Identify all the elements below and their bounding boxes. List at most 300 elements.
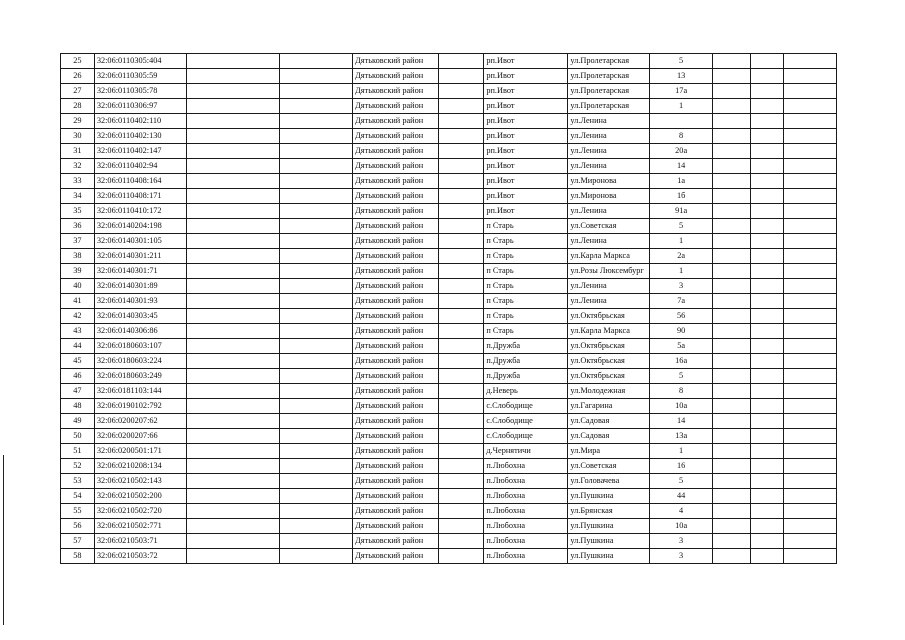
empty-cell [280,504,353,519]
empty-cell [783,414,836,429]
empty-cell [712,174,750,189]
row-number: 42 [61,309,95,324]
empty-cell [750,399,783,414]
district: Дятьковский район [353,384,439,399]
empty-cell [712,459,750,474]
empty-cell [187,354,280,369]
empty-cell [750,504,783,519]
empty-cell [439,489,484,504]
empty-cell [712,444,750,459]
settlement: п Старь [484,249,568,264]
empty-cell [750,339,783,354]
settlement: п Старь [484,294,568,309]
house-number: 4 [650,504,713,519]
cadastral-number: 32:06:0210208:134 [94,459,186,474]
street: ул.Октябрьская [568,369,650,384]
street: ул.Ленина [568,144,650,159]
empty-cell [439,414,484,429]
empty-cell [280,279,353,294]
district: Дятьковский район [353,294,439,309]
row-number: 46 [61,369,95,384]
street: ул.Советская [568,219,650,234]
empty-cell [712,519,750,534]
empty-cell [783,429,836,444]
street: ул.Пролетарская [568,99,650,114]
settlement: рп.Ивот [484,84,568,99]
empty-cell [439,189,484,204]
street: ул.Ленина [568,159,650,174]
empty-cell [439,129,484,144]
row-number: 49 [61,414,95,429]
empty-cell [439,384,484,399]
street: ул.Ленина [568,114,650,129]
empty-cell [439,69,484,84]
table-row [61,234,837,249]
empty-cell [187,339,280,354]
empty-cell [280,189,353,204]
empty-cell [280,54,353,69]
settlement: п.Любохна [484,489,568,504]
street: ул.Ленина [568,204,650,219]
district: Дятьковский район [353,414,439,429]
empty-cell [712,204,750,219]
empty-cell [750,159,783,174]
cadastral-number: 32:06:0190102:792 [94,399,186,414]
empty-cell [280,369,353,384]
cadastral-number: 32:06:0210502:200 [94,489,186,504]
empty-cell [712,114,750,129]
row-number: 25 [61,54,95,69]
empty-cell [439,144,484,159]
empty-cell [712,549,750,564]
row-number: 57 [61,534,95,549]
table-row [61,549,837,564]
empty-cell [783,54,836,69]
district: Дятьковский район [353,429,439,444]
settlement: с.Слободище [484,429,568,444]
table-row [61,429,837,444]
cadastral-number: 32:06:0110305:404 [94,54,186,69]
settlement: рп.Ивот [484,204,568,219]
row-number: 55 [61,504,95,519]
empty-cell [783,519,836,534]
settlement: п Старь [484,279,568,294]
empty-cell [712,99,750,114]
empty-cell [750,129,783,144]
house-number: 5 [650,54,713,69]
row-number: 41 [61,294,95,309]
row-number: 54 [61,489,95,504]
empty-cell [750,459,783,474]
table-row [61,294,837,309]
table-row [61,204,837,219]
empty-cell [750,69,783,84]
empty-cell [712,144,750,159]
empty-cell [750,384,783,399]
table-row [61,189,837,204]
table-row [61,54,837,69]
empty-cell [280,399,353,414]
empty-cell [783,279,836,294]
house-number: 1б [650,189,713,204]
settlement: рп.Ивот [484,54,568,69]
empty-cell [750,174,783,189]
settlement: рп.Ивот [484,129,568,144]
empty-cell [750,234,783,249]
empty-cell [712,399,750,414]
row-number: 40 [61,279,95,294]
empty-cell [187,144,280,159]
house-number: 44 [650,489,713,504]
empty-cell [187,219,280,234]
empty-cell [280,114,353,129]
house-number: 2а [650,249,713,264]
table-row [61,414,837,429]
house-number: 13а [650,429,713,444]
empty-cell [783,174,836,189]
row-number: 39 [61,264,95,279]
empty-cell [750,84,783,99]
house-number: 1 [650,234,713,249]
empty-cell [750,369,783,384]
house-number: 5 [650,369,713,384]
district: Дятьковский район [353,204,439,219]
empty-cell [750,114,783,129]
empty-cell [439,294,484,309]
district: Дятьковский район [353,519,439,534]
house-number [650,114,713,129]
street: ул.Пушкина [568,519,650,534]
empty-cell [439,504,484,519]
house-number: 8 [650,384,713,399]
empty-cell [783,129,836,144]
empty-cell [750,309,783,324]
empty-cell [280,129,353,144]
cadastral-number: 32:06:0140301:105 [94,234,186,249]
cadastral-number: 32:06:0110408:164 [94,174,186,189]
row-number: 51 [61,444,95,459]
cadastral-number: 32:06:0200207:66 [94,429,186,444]
empty-cell [783,489,836,504]
cadastral-number: 32:06:0210502:720 [94,504,186,519]
district: Дятьковский район [353,504,439,519]
empty-cell [783,384,836,399]
house-number: 5а [650,339,713,354]
house-number: 14 [650,414,713,429]
district: Дятьковский район [353,99,439,114]
house-number: 16 [650,459,713,474]
empty-cell [439,324,484,339]
row-number: 50 [61,429,95,444]
empty-cell [187,384,280,399]
settlement: п.Любохна [484,519,568,534]
cadastral-number: 32:06:0140303:45 [94,309,186,324]
empty-cell [187,234,280,249]
cadastral-number: 32:06:0110402:147 [94,144,186,159]
district: Дятьковский район [353,489,439,504]
empty-cell [187,309,280,324]
district: Дятьковский район [353,84,439,99]
empty-cell [280,489,353,504]
empty-cell [280,459,353,474]
table-row [61,489,837,504]
empty-cell [280,354,353,369]
street: ул.Миронова [568,189,650,204]
empty-cell [187,399,280,414]
street: ул.Пролетарская [568,54,650,69]
street: ул.Садовая [568,429,650,444]
empty-cell [187,549,280,564]
register-body [61,54,837,564]
table-row [61,129,837,144]
district: Дятьковский район [353,69,439,84]
street: ул.Советская [568,459,650,474]
street: ул.Пролетарская [568,84,650,99]
district: Дятьковский район [353,249,439,264]
empty-cell [783,99,836,114]
empty-cell [280,234,353,249]
empty-cell [712,219,750,234]
empty-cell [712,189,750,204]
cadastral-number: 32:06:0140301:211 [94,249,186,264]
empty-cell [712,294,750,309]
street: ул.Пролетарская [568,69,650,84]
empty-cell [280,204,353,219]
settlement: рп.Ивот [484,144,568,159]
street: ул.Ленина [568,279,650,294]
empty-cell [439,429,484,444]
empty-cell [712,429,750,444]
cadastral-number: 32:06:0181103:144 [94,384,186,399]
row-number: 29 [61,114,95,129]
empty-cell [712,474,750,489]
row-number: 30 [61,129,95,144]
settlement: п.Любохна [484,504,568,519]
settlement: п.Любохна [484,549,568,564]
empty-cell [750,489,783,504]
empty-cell [439,99,484,114]
table-row [61,339,837,354]
street: ул.Брянская [568,504,650,519]
row-number: 43 [61,324,95,339]
empty-cell [187,129,280,144]
house-number: 10а [650,399,713,414]
empty-cell [750,189,783,204]
cadastral-number: 32:06:0180603:249 [94,369,186,384]
empty-cell [712,504,750,519]
house-number: 5 [650,219,713,234]
empty-cell [750,99,783,114]
table-row [61,369,837,384]
settlement: рп.Ивот [484,114,568,129]
empty-cell [439,114,484,129]
page-edge-rule [3,455,4,625]
cadastral-number: 32:06:0110408:171 [94,189,186,204]
empty-cell [712,324,750,339]
house-number: 90 [650,324,713,339]
cadastral-number: 32:06:0200207:62 [94,414,186,429]
row-number: 37 [61,234,95,249]
table-row [61,459,837,474]
cadastral-number: 32:06:0110402:110 [94,114,186,129]
settlement: п Старь [484,219,568,234]
empty-cell [783,159,836,174]
empty-cell [783,249,836,264]
cadastral-number: 32:06:0140301:71 [94,264,186,279]
cadastral-number: 32:06:0110402:94 [94,159,186,174]
row-number: 52 [61,459,95,474]
empty-cell [439,459,484,474]
empty-cell [750,534,783,549]
table-row [61,99,837,114]
settlement: п Старь [484,234,568,249]
empty-cell [187,429,280,444]
table-row [61,114,837,129]
empty-cell [750,429,783,444]
empty-cell [280,384,353,399]
empty-cell [439,354,484,369]
settlement: п Старь [484,309,568,324]
street: ул.Розы Люксембург [568,264,650,279]
district: Дятьковский район [353,264,439,279]
house-number: 5 [650,474,713,489]
empty-cell [280,519,353,534]
district: Дятьковский район [353,234,439,249]
empty-cell [783,204,836,219]
empty-cell [783,339,836,354]
empty-cell [280,429,353,444]
district: Дятьковский район [353,309,439,324]
street: ул.Карла Маркса [568,249,650,264]
empty-cell [439,309,484,324]
empty-cell [750,294,783,309]
cadastral-number: 32:06:0140301:93 [94,294,186,309]
table-row [61,159,837,174]
street: ул.Октябрьская [568,339,650,354]
empty-cell [750,204,783,219]
empty-cell [187,249,280,264]
settlement: п.Дружба [484,369,568,384]
table-row [61,324,837,339]
settlement: рп.Ивот [484,69,568,84]
row-number: 47 [61,384,95,399]
row-number: 26 [61,69,95,84]
district: Дятьковский район [353,474,439,489]
settlement: с.Слободище [484,399,568,414]
empty-cell [750,519,783,534]
street: ул.Садовая [568,414,650,429]
settlement: п.Дружба [484,354,568,369]
empty-cell [187,519,280,534]
table-row [61,174,837,189]
district: Дятьковский район [353,279,439,294]
empty-cell [187,54,280,69]
empty-cell [712,69,750,84]
empty-cell [280,294,353,309]
empty-cell [750,474,783,489]
empty-cell [187,264,280,279]
empty-cell [439,399,484,414]
empty-cell [187,99,280,114]
empty-cell [280,414,353,429]
empty-cell [783,69,836,84]
street: ул.Октябрьская [568,354,650,369]
cadastral-number: 32:06:0110305:78 [94,84,186,99]
empty-cell [187,504,280,519]
empty-cell [712,159,750,174]
district: Дятьковский район [353,444,439,459]
street: ул.Пушкина [568,549,650,564]
empty-cell [712,489,750,504]
empty-cell [750,414,783,429]
cadastral-number: 32:06:0180603:107 [94,339,186,354]
cadastral-number: 32:06:0210502:771 [94,519,186,534]
empty-cell [187,474,280,489]
table-row [61,279,837,294]
street: ул.Гагарина [568,399,650,414]
table-row [61,474,837,489]
cadastral-number: 32:06:0140204:198 [94,219,186,234]
empty-cell [439,549,484,564]
settlement: п.Любохна [484,534,568,549]
table-row [61,264,837,279]
table-row [61,219,837,234]
empty-cell [187,489,280,504]
street: ул.Мира [568,444,650,459]
empty-cell [439,204,484,219]
cadastral-number: 32:06:0110410:172 [94,204,186,219]
empty-cell [750,219,783,234]
district: Дятьковский район [353,339,439,354]
empty-cell [783,144,836,159]
table-row [61,384,837,399]
cadastral-number: 32:06:0200501:171 [94,444,186,459]
empty-cell [187,189,280,204]
empty-cell [783,504,836,519]
empty-cell [712,309,750,324]
empty-cell [439,474,484,489]
empty-cell [439,84,484,99]
district: Дятьковский район [353,54,439,69]
empty-cell [439,249,484,264]
empty-cell [280,99,353,114]
district: Дятьковский район [353,399,439,414]
house-number: 10а [650,519,713,534]
street: ул.Карла Маркса [568,324,650,339]
settlement: с.Слободище [484,414,568,429]
empty-cell [750,144,783,159]
table-row [61,84,837,99]
empty-cell [750,354,783,369]
empty-cell [783,549,836,564]
empty-cell [712,129,750,144]
empty-cell [439,369,484,384]
empty-cell [783,399,836,414]
settlement: рп.Ивот [484,189,568,204]
empty-cell [783,534,836,549]
empty-cell [187,159,280,174]
district: Дятьковский район [353,369,439,384]
row-number: 38 [61,249,95,264]
empty-cell [712,354,750,369]
empty-cell [783,369,836,384]
cadastral-number: 32:06:0140301:89 [94,279,186,294]
empty-cell [187,279,280,294]
street: ул.Ленина [568,294,650,309]
cadastral-number: 32:06:0210502:143 [94,474,186,489]
house-number: 3 [650,279,713,294]
empty-cell [187,534,280,549]
